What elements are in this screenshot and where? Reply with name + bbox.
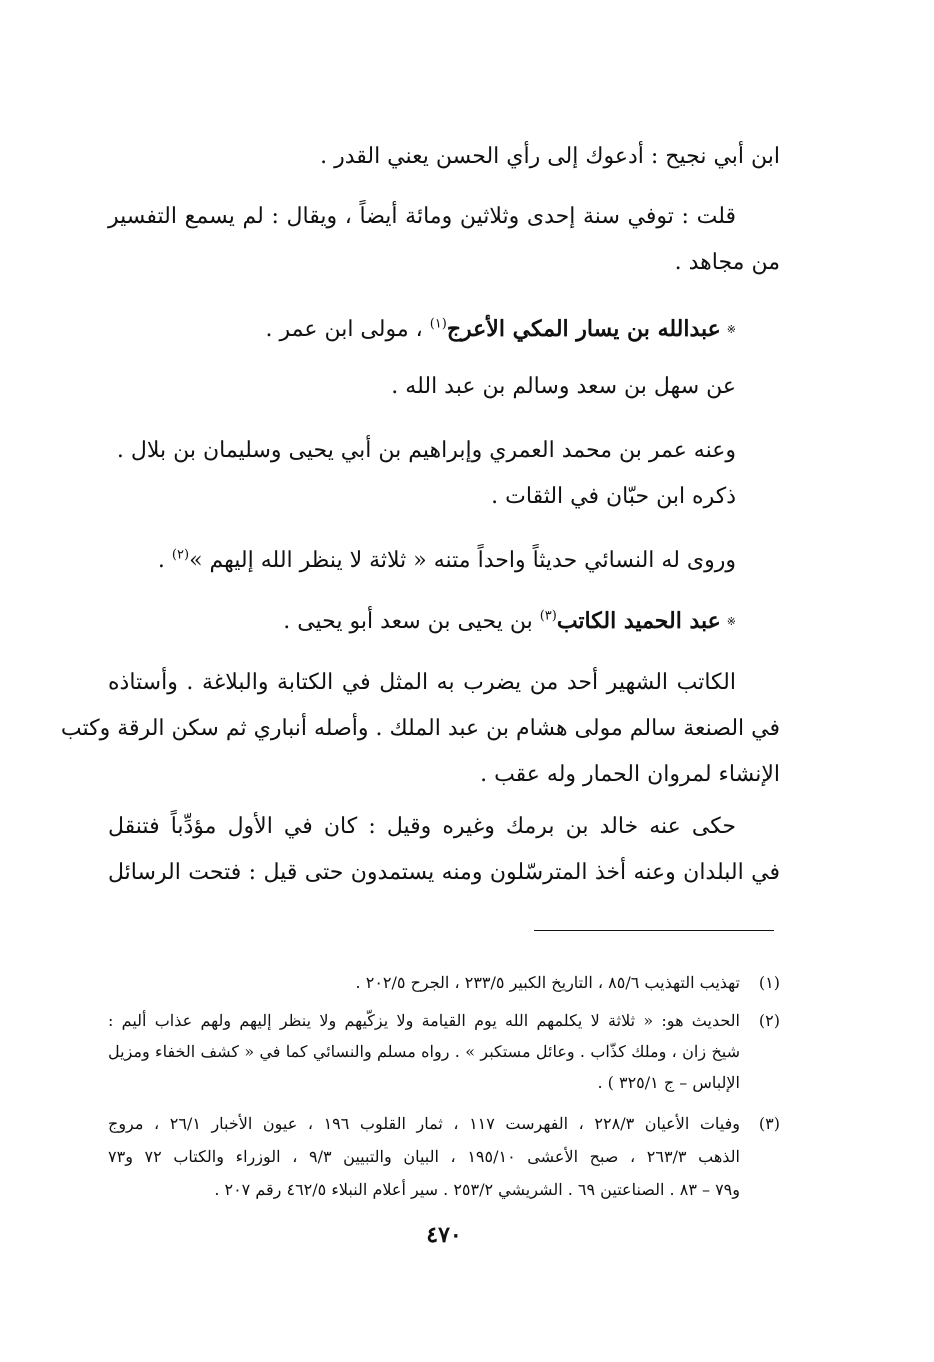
text-line: قلت : توفي سنة إحدى وثلاثين ومائة أيضاً ، ويقال : لم يسمع التفسير (108, 204, 736, 229)
text-line: من مجاهد . (674, 250, 780, 275)
entry-description: ، مولى ابن عمر . (265, 317, 430, 342)
entry-name: عبد الحميد الكاتب (556, 608, 721, 634)
entry-marker-icon: ※ (726, 615, 736, 628)
page-number: ٤٧٠ (426, 1222, 462, 1248)
book-page (60, 0, 780, 1362)
footnote-text: و٧٩ – ٨٣ . الصناعتين ٦٩ . الشريشي ٢٥٣/٢ . سير أعلام النبلاء ٤٦٢/٥ رقم ٢٠٧ . (214, 1180, 740, 1199)
footnote-text: الإلباس – ج ٣٢٥/١ ) . (597, 1073, 740, 1092)
text-line (158, 546, 736, 576)
text-line: الكاتب الشهير أحد من يضرب به المثل في الكتابة والبلاغة . وأستاذه (108, 670, 736, 695)
biography-entry-heading (265, 314, 736, 345)
entry-name: عبدالله بن يسار المكي الأعرج (446, 316, 721, 342)
footnote-reference: (٢) (171, 547, 190, 563)
footnote-reference: (١) (429, 316, 447, 332)
footnote-number: (٣) (758, 1114, 780, 1133)
footnote-number: (١) (758, 973, 780, 992)
text-line: في الصنعة سالم مولى هشام بن عبد الملك . وأصله أنباري ثم سكن الرقة وكتب (60, 716, 780, 741)
text-span: وروى له النسائي حديثاً واحداً متنه « ثلاثة لا ينظر الله إليهم » (189, 548, 736, 573)
text-line: في البلدان وعنه أخذ المترسّلون ومنه يستمدون حتى قيل : فتحت الرسائل (108, 860, 780, 885)
text-span: . (157, 548, 172, 573)
entry-marker-icon: ※ (726, 323, 736, 336)
footnote-separator (534, 930, 774, 931)
text-line: عن سهل بن سعد وسالم بن عبد الله . (391, 374, 736, 399)
footnote-text: وفيات الأعيان ٢٢٨/٣ ، الفهرست ١١٧ ، ثمار القلوب ١٩٦ ، عيون الأخبار ٢٦/١ ، مروج (108, 1114, 740, 1133)
text-line: ذكره ابن حبّان في الثقات . (491, 484, 736, 509)
text-line: وعنه عمر بن محمد العمري وإبراهيم بن أبي يحيى وسليمان بن بلال . (116, 438, 736, 463)
biography-entry-heading (283, 606, 736, 637)
footnote-text: الذهب ٢٦٣/٣ ، صبح الأعشى ١٩٥/١٠ ، البيان والتبيين ٩/٣ ، الوزراء والكتاب ٧٢ و٧٣ (108, 1147, 740, 1166)
footnote-text: شيخ زان ، وملك كذّاب . وعائل مستكبر » . رواه مسلم والنسائي كما في « كشف الخفاء ومزيل (108, 1042, 740, 1061)
footnote-text: تهذيب التهذيب ٨٥/٦ ، التاريخ الكبير ٢٣٣/٥ ، الجرح ٢٠٢/٥ . (355, 973, 740, 992)
footnote-reference: (٣) (539, 608, 557, 624)
entry-description: بن يحيى بن سعد أبو يحيى . (283, 609, 540, 634)
text-line: الإنشاء لمروان الحمار وله عقب . (480, 762, 780, 787)
footnote-text: الحديث هو: « ثلاثة لا يكلمهم الله يوم القيامة ولا يزكّيهم ولا ينظر إليهم ولهم عذاب أليم : (108, 1011, 740, 1030)
footnote-number: (٢) (758, 1011, 780, 1030)
text-line: ابن أبي نجيح : أدعوك إلى رأي الحسن يعني القدر . (320, 144, 780, 169)
text-line: حكى عنه خالد بن برمك وغيره وقيل : كان في الأول مؤدِّباً فتنقل (108, 814, 736, 839)
